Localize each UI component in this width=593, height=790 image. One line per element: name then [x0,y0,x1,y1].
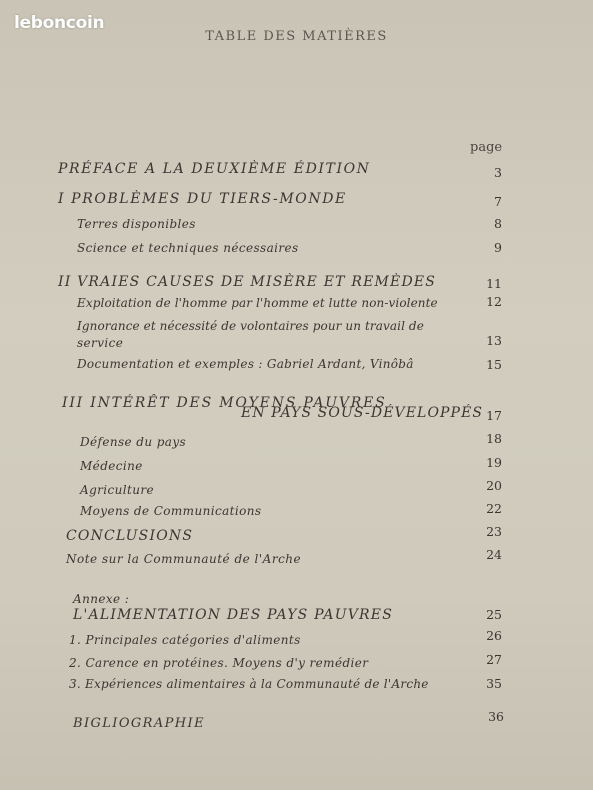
toc-page-number: 7 [494,194,502,209]
toc-page-number: 24 [486,547,502,562]
toc-page-number: 20 [486,478,502,493]
page-column-header: page [470,140,503,155]
toc-entry: Moyens de Communications [80,504,262,518]
toc-entry-annex-label: Annexe : [73,592,130,606]
toc-entry: Terres disponibles [77,217,196,231]
toc-page-number: 26 [486,628,502,643]
toc-entry: Agriculture [80,483,154,497]
leboncoin-watermark: leboncoin [14,13,105,33]
toc-entry-annex: L'ALIMENTATION DES PAYS PAUVRES [73,607,394,623]
toc-entry-part-1: I PROBLÈMES DU TIERS-MONDE [58,191,347,207]
toc-page-number: 9 [494,240,502,255]
toc-entry: Médecine [80,459,143,473]
toc-page-number: 35 [486,676,502,691]
toc-page-number: 13 [486,333,502,348]
toc-entry: Science et techniques nécessaires [77,241,299,255]
toc-page-number: 8 [494,216,502,231]
toc-page-number: 27 [486,652,502,667]
toc-entry: 1. Principales catégories d'aliments [69,633,301,647]
toc-entry: 3. Expériences alimentaires à la Communauté de l'Arche [69,677,429,691]
toc-entry-continuation: service [77,336,124,350]
toc-entry: Exploitation de l'homme par l'homme et lutte non-violente [77,296,438,310]
toc-entry-part-2: II VRAIES CAUSES DE MISÈRE ET REMÈDES [58,274,437,290]
toc-page-number: 18 [486,431,502,446]
toc-entry: Documentation et exemples : Gabriel Ardant, Vinôbâ [77,357,414,371]
page-title: TABLE DES MATIÈRES [205,29,388,44]
toc-page-number: 23 [486,524,502,539]
toc-page-number: 19 [486,455,502,470]
toc-entry-conclusions: CONCLUSIONS [66,528,194,544]
toc-entry: Défense du pays [80,435,187,449]
toc-page-number: 12 [486,294,502,309]
toc-page-number: 22 [486,501,502,516]
toc-page-number: 15 [486,357,502,372]
toc-page-number: 3 [494,165,502,180]
toc-entry-preface: PRÉFACE A LA DEUXIÈME ÉDITION [58,161,371,177]
toc-entry-continuation: EN PAYS SOUS-DÉVELOPPÉS [241,405,484,421]
toc-entry-part-3: III INTÉRÊT DES MOYENS PAUVRES [62,395,387,411]
toc-page-number: 17 [486,408,502,423]
toc-page-number: 36 [488,709,504,724]
toc-entry: Note sur la Communauté de l'Arche [66,552,302,566]
toc-entry-bibliography: BIGLIOGRAPHIE [73,716,205,731]
toc-page-number: 11 [486,276,502,291]
toc-entry: Ignorance et nécessité de volontaires pour un travail de [77,319,424,333]
toc-page-number: 25 [486,607,502,622]
toc-entry: 2. Carence en protéines. Moyens d'y remédier [69,656,369,670]
